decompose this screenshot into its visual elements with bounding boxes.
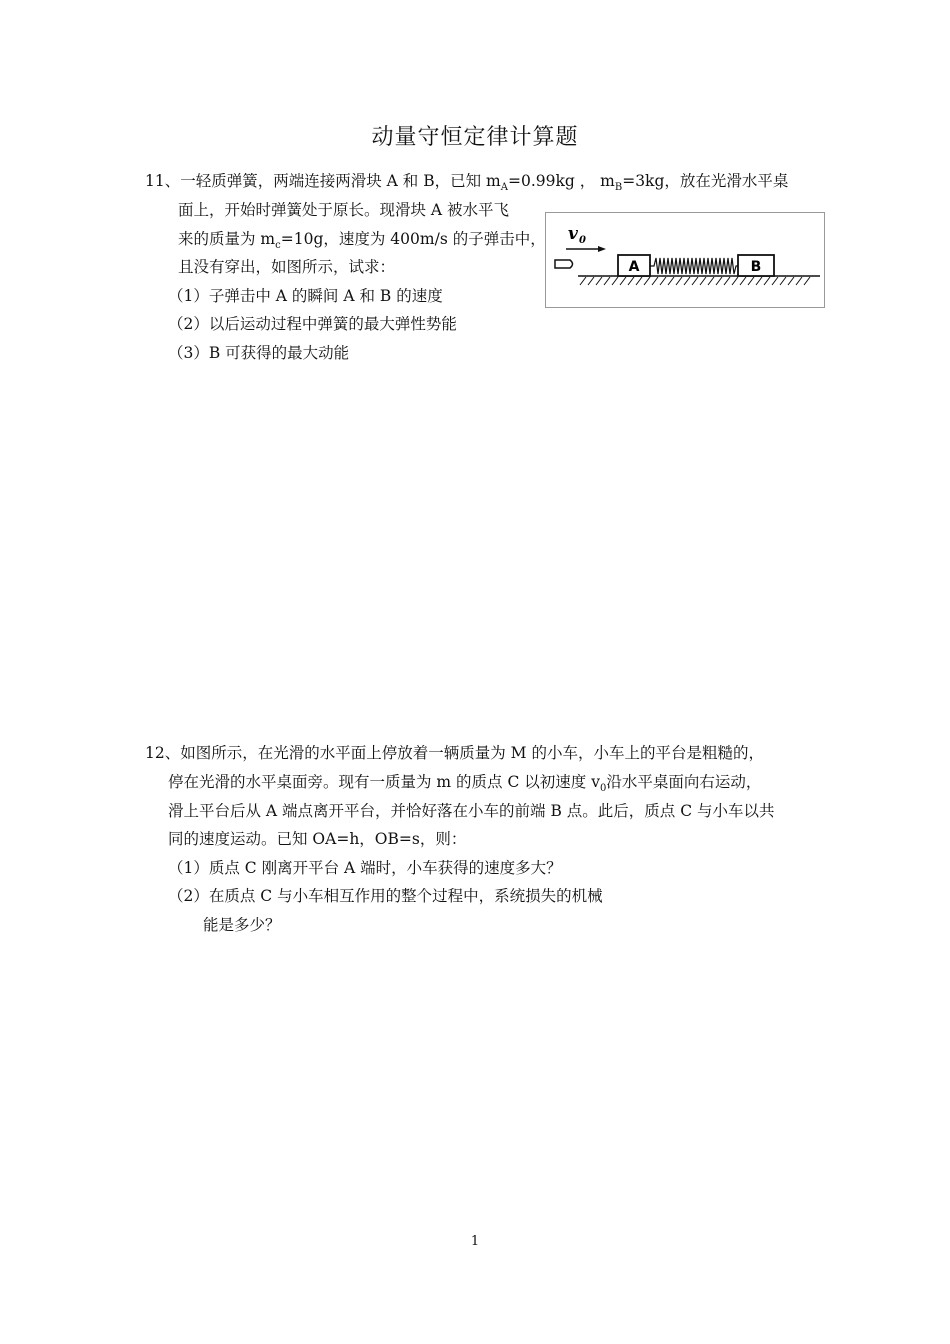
- block-b-label: B: [750, 259, 762, 275]
- ground-hatching: [580, 277, 810, 285]
- q12-line-4: 同的速度运动。已知 OA=h，OB=s，则：: [168, 830, 467, 848]
- q12-part-2: （2）在质点 C 与小车相互作用的整个过程中，系统损失的机械: [168, 887, 603, 905]
- q11-line-1: 11、一轻质弹簧，两端连接两滑块 A 和 B，已知 $m_A=0.99kg$ ， $m_B=3kg$，放在光滑水平桌: [145, 172, 789, 193]
- q11-part-3: （3）B 可获得的最大动能: [168, 344, 350, 362]
- velocity-arrow-icon: [566, 246, 606, 252]
- q11-number: 11、: [145, 172, 181, 190]
- figure-drawing: [546, 213, 826, 309]
- page-title: 动量守恒定律计算题: [371, 125, 579, 150]
- q11-line-3: 来的质量为 $m_c=10g$，速度为 400m/s 的子弹击中，: [178, 230, 546, 251]
- q12-part-1: （1）质点 C 刚离开平台 A 端时，小车获得的速度多大？: [168, 859, 562, 877]
- q12-line-1: 12、如图所示，在光滑的水平面上停放着一辆质量为 M 的小车，小车上的平台是粗糙的，: [145, 744, 764, 762]
- q12-part-2-continued: 能是多少？: [203, 916, 281, 934]
- velocity-label: v: [568, 224, 578, 244]
- q11-line-4: 且没有穿出，如图所示，试求：: [178, 258, 396, 276]
- q11-part-1: （1）子弹击中 A 的瞬间 A 和 B 的速度: [168, 287, 443, 305]
- q12-line-2: 停在光滑的水平桌面旁。现有一质量为 m 的质点 C 以初速度 $v_0$沿水平桌面向右运动，: [168, 773, 762, 794]
- q11-part-2: （2）以后运动过程中弹簧的最大弹性势能: [168, 315, 457, 333]
- q12-number: 12、: [145, 744, 181, 762]
- block-a-label: A: [628, 259, 640, 275]
- spring-icon: [650, 258, 738, 274]
- page-number: 1: [470, 1234, 480, 1249]
- velocity-subscript: 0: [579, 235, 586, 246]
- spring-blocks-figure: [545, 212, 825, 308]
- q12-line-3: 滑上平台后从 A 端点离开平台，并恰好落在小车的前端 B 点。此后，质点 C 与小车以共: [168, 802, 775, 820]
- bullet-icon: [555, 260, 573, 268]
- q11-line-2: 面上，开始时弹簧处于原长。现滑块 A 被水平飞: [178, 201, 510, 219]
